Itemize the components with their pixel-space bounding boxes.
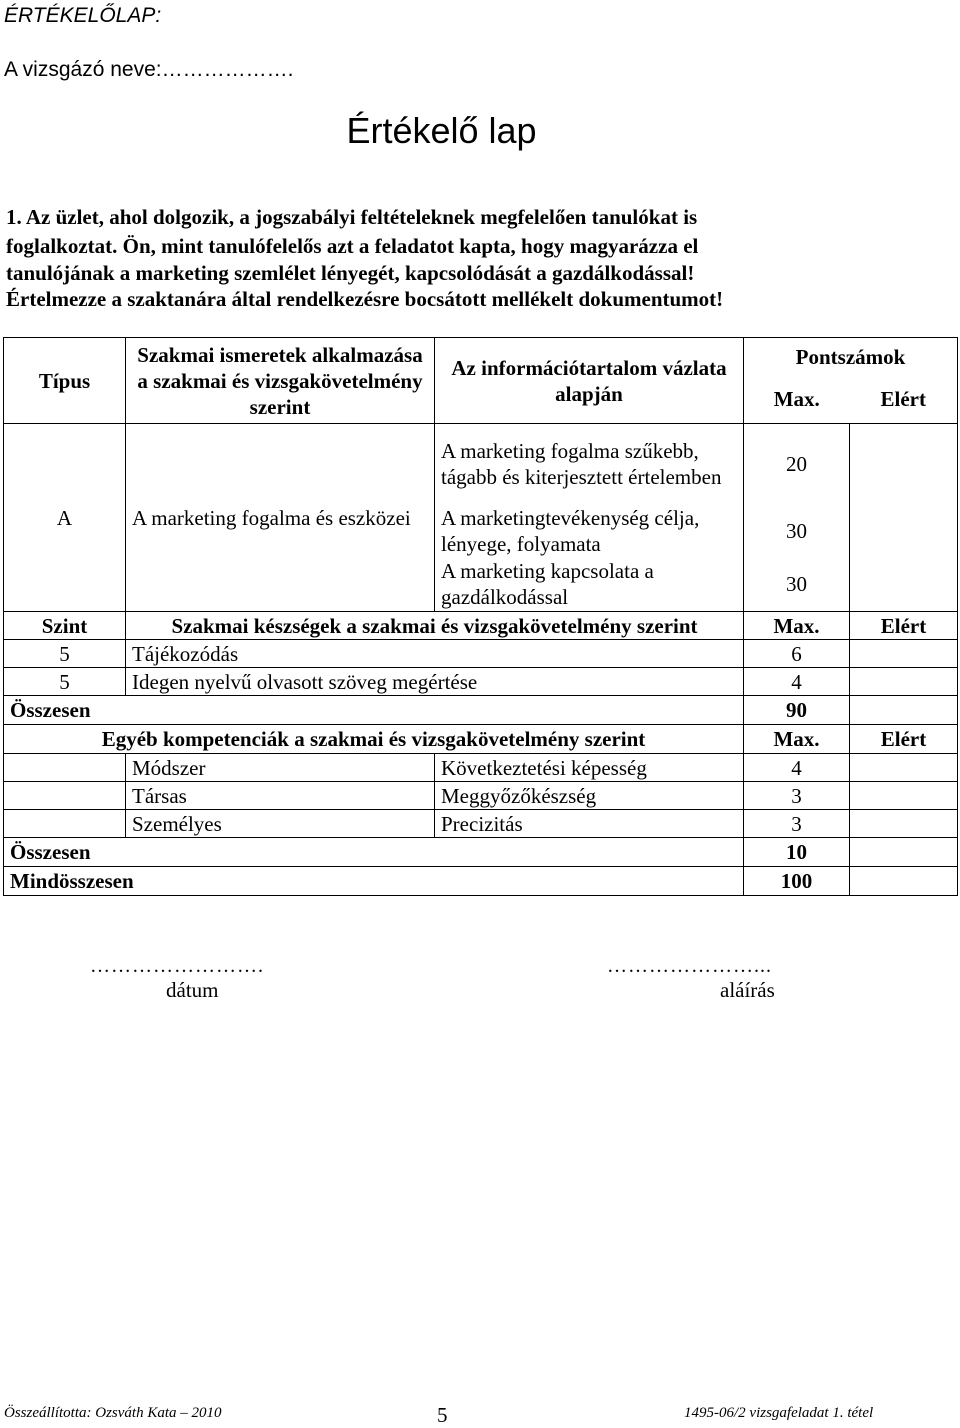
section-a-type: A [4, 424, 126, 612]
footer-code: 1495-06/2 vizsgafeladat 1. tétel [684, 1405, 874, 1421]
header-elert: Elért [850, 376, 958, 424]
header-pontszamok: Pontszámok [744, 338, 958, 376]
content-item-2: A marketingtevékenység célja, lényege, folyamata [435, 504, 744, 558]
egyeb-row-3-max: 3 [744, 810, 850, 838]
skills-title: Szakmai készségek a szakmai és vizsgakövetelmény szerint [126, 612, 744, 640]
egyeb-row-2-max: 3 [744, 782, 850, 810]
header-max: Max. [744, 376, 850, 424]
section-a-topic: A marketing fogalma és eszközei [126, 424, 435, 612]
signature-dots: …………………... [607, 955, 772, 977]
skills-elert-header: Elért [850, 612, 958, 640]
content-item-1: A marketing fogalma szűkebb, tágabb és kiterjesztett értelemben [435, 424, 744, 504]
egyeb-row-1-name: Következtetési képesség [435, 754, 744, 782]
skill-row-1-elert [850, 640, 958, 668]
egyeb-row-2-name: Meggyőzőkészség [435, 782, 744, 810]
page-number: 5 [437, 1403, 448, 1427]
skill-row-2-level: 5 [4, 668, 126, 696]
egyeb-row-1-cat: Módszer [126, 754, 435, 782]
candidate-name-line: A vizsgázó neve:………………. [4, 58, 294, 81]
egyeb-row-3-cat: Személyes [126, 810, 435, 838]
osszesen-2-label: Összesen [4, 838, 744, 867]
egyeb-elert-header: Elért [850, 725, 958, 754]
task-line-4: Értelmezze a szaktanára által rendelkezésre bocsátott mellékelt dokumentumot! [6, 287, 724, 311]
egyeb-max-header: Max. [744, 725, 850, 754]
osszesen-2-elert [850, 838, 958, 867]
egyeb-row-3-blank [4, 810, 126, 838]
content-item-3-elert [850, 558, 958, 612]
egyeb-row-3-name: Precizitás [435, 810, 744, 838]
mindosszesen-elert [850, 867, 958, 896]
egyeb-row-1-max: 4 [744, 754, 850, 782]
egyeb-row-2-elert [850, 782, 958, 810]
task-line-3: tanulójának a marketing szemlélet lényegét, kapcsolódását a gazdálkodással! [6, 261, 695, 285]
osszesen-1-label: Összesen [4, 696, 744, 725]
content-item-1-max: 20 [744, 424, 850, 504]
egyeb-row-1-blank [4, 754, 126, 782]
skill-row-2-name: Idegen nyelvű olvasott szöveg megértése [126, 668, 744, 696]
egyeb-row-2-blank [4, 782, 126, 810]
content-item-3-max: 30 [744, 558, 850, 612]
osszesen-2-value: 10 [744, 838, 850, 867]
header-informaciotartalom: Az információtartalom vázlata alapján [435, 338, 744, 424]
header-szakmai-ismeretek: Szakmai ismeretek alkalmazása a szakmai és vizsgakövetelmény szerint [126, 338, 435, 424]
evaluation-table [3, 337, 957, 896]
egyeb-row-3-elert [850, 810, 958, 838]
mindosszesen-value: 100 [744, 867, 850, 896]
page-title: Értékelő lap [346, 110, 537, 151]
task-line-2: foglalkoztat. Ön, mint tanulófelelős azt a feladatot kapta, hogy magyarázza el [6, 234, 699, 258]
content-item-2-elert [850, 504, 958, 558]
osszesen-1-elert [850, 696, 958, 725]
footer-author: Összeállította: Ozsváth Kata – 2010 [4, 1405, 222, 1421]
content-item-2-max: 30 [744, 504, 850, 558]
skill-row-1-level: 5 [4, 640, 126, 668]
mindosszesen-label: Mindösszesen [4, 867, 744, 896]
egyeb-row-2-cat: Társas [126, 782, 435, 810]
skill-row-1-name: Tájékozódás [126, 640, 744, 668]
signature-label: aláírás [720, 978, 775, 1002]
osszesen-1-value: 90 [744, 696, 850, 725]
egyeb-title: Egyéb kompetenciák a szakmai és vizsgakövetelmény szerint [4, 725, 744, 754]
skill-row-2-max: 4 [744, 668, 850, 696]
skills-max-header: Max. [744, 612, 850, 640]
ertekelolap-heading: ÉRTÉKELŐLAP: [4, 4, 162, 27]
egyeb-row-1-elert [850, 754, 958, 782]
skill-row-1-max: 6 [744, 640, 850, 668]
header-tipus: Típus [4, 338, 126, 424]
date-label: dátum [166, 978, 219, 1002]
date-dots: ……………………. [90, 955, 264, 977]
skills-szint-header: Szint [4, 612, 126, 640]
content-item-3: A marketing kapcsolata a gazdálkodással [435, 558, 744, 612]
task-line-1: 1. Az üzlet, ahol dolgozik, a jogszabályi feltételeknek megfelelően tanulókat is [6, 205, 698, 229]
content-item-1-elert [850, 424, 958, 504]
skill-row-2-elert [850, 668, 958, 696]
